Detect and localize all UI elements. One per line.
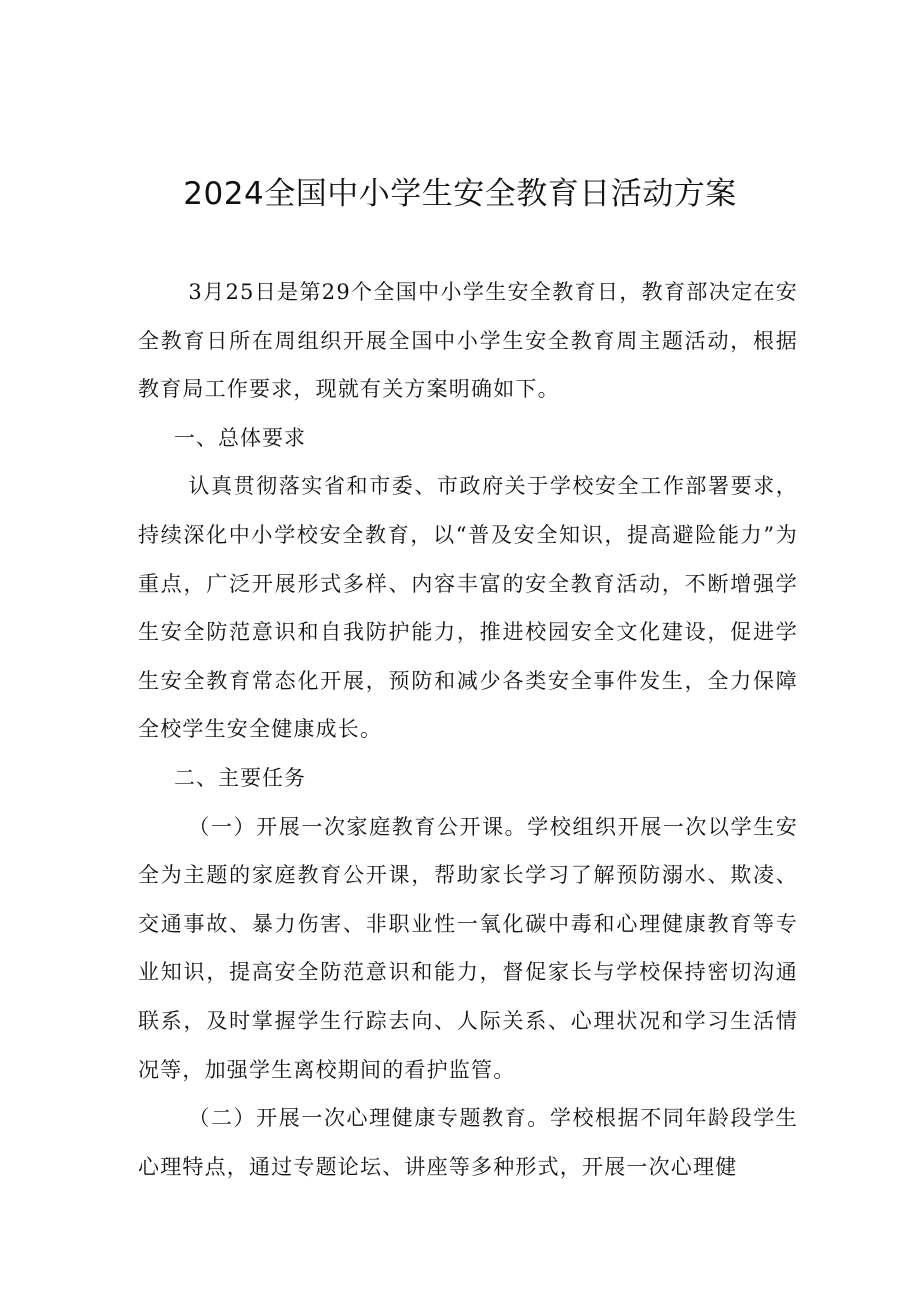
section-heading-main-tasks: 二、主要任务 bbox=[174, 765, 306, 790]
section-heading-overall-requirements: 一、总体要求 bbox=[174, 425, 306, 450]
intro-paragraph: 3月25日是第29个全国中小学生安全教育日，教育部决定在安全教育日所在周组织开展全国中小学生安全教育周主题活动，根据教育局工作要求，现就有关方案明确如下。 bbox=[138, 280, 798, 402]
document-body bbox=[138, 268, 798, 1191]
document-title: 2024全国中小学生安全教育日活动方案 bbox=[183, 176, 737, 212]
task-paragraph-family-education: （一）开展一次家庭教育公开课。学校组织开展一次以学生安全为主题的家庭教育公开课，帮助家长学习了解预防溺水、欺凌、交通事故、暴力伤害、非职业性一氧化碳中毒和心理健康教育等专业知识，提高安全防范意识和能力，督促家长与学校保持密切沟通联系，及时掌握学生行踪去向、人际关系、心理状况和学习生活情况等，加强学生离校期间的看护监管。 bbox=[138, 814, 798, 1082]
overall-requirements-paragraph: 认真贯彻落实省和市委、市政府关于学校安全工作部署要求，持续深化中小学校安全教育，以“普及安全知识，提高避险能力”为重点，广泛开展形式多样、内容丰富的安全教育活动，不断增强学生安全防范意识和自我防护能力，推进校园安全文化建设，促进学生安全教育常态化开展，预防和减少各类安全事件发生，全力保障全校学生安全健康成长。 bbox=[138, 474, 798, 742]
task-paragraph-mental-health: （二）开展一次心理健康专题教育。学校根据不同年龄段学生心理特点，通过专题论坛、讲座等多种形式，开展一次心理健 bbox=[138, 1106, 798, 1179]
